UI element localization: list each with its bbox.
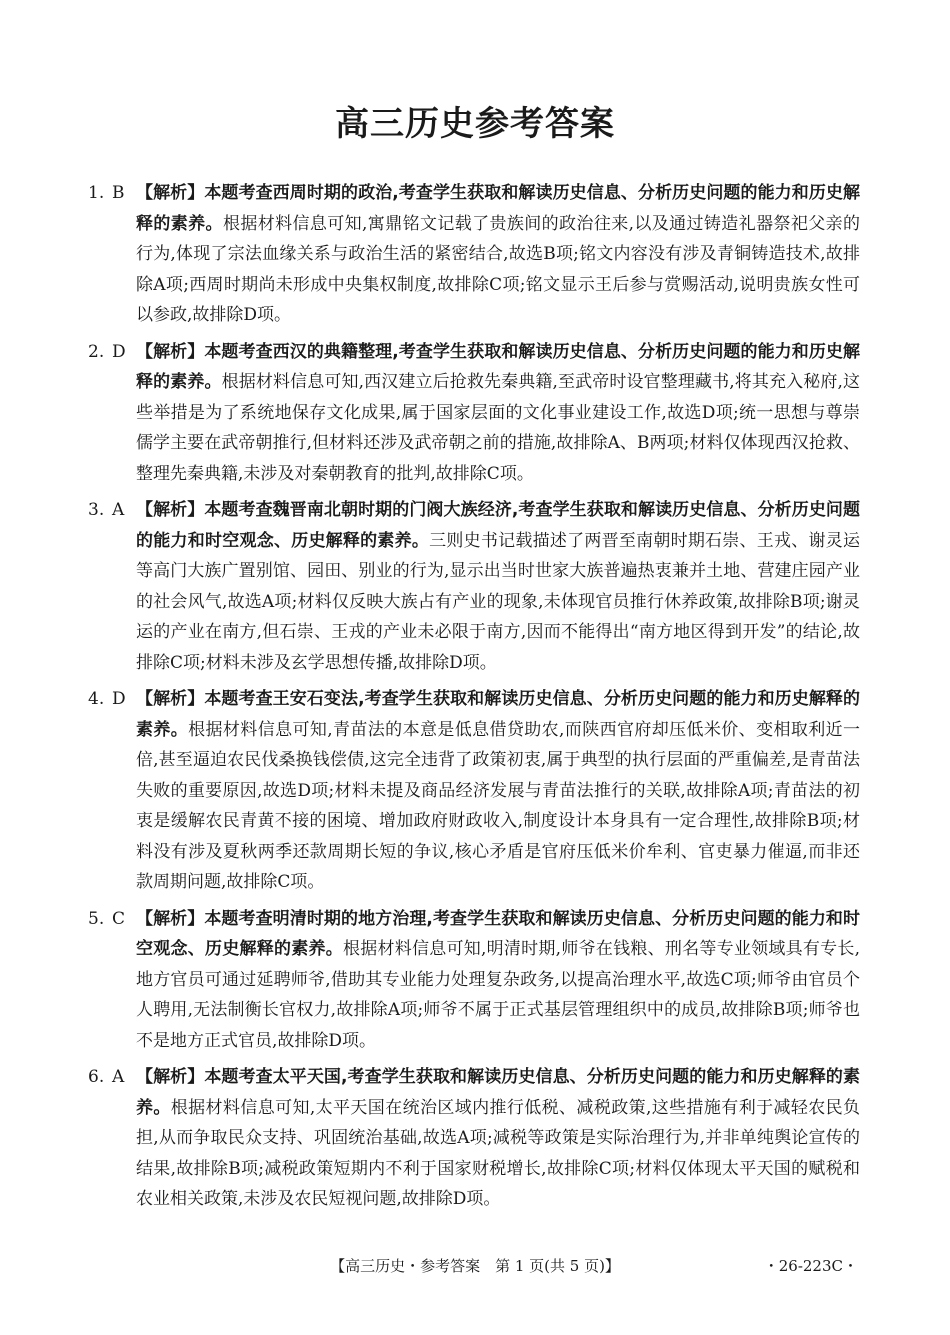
answer-item-1 (88, 178, 860, 331)
page-title: 高三历史参考答案 (335, 104, 615, 144)
question-number: 5. (88, 908, 105, 929)
explanation (136, 1062, 860, 1215)
explanation (136, 337, 860, 490)
explanation-text: 根据材料信息可知,太平天国在统治区域内推行低税、减税政策,这些措施有利于减轻农民负担,从而争取民众支持、巩固统治基础,故选A项;减税等政策是实际治理行为,并非单纯舆论宣传的结果,故排除B项;减税政策短期内不利于国家财税增长,故排除C项;材料仅体现太平天国的赋税和农业相关政策,未涉及农民短视问题,故排除D项。 (136, 1097, 861, 1209)
explanation-text: 三则史书记载描述了两晋至南朝时期石崇、王戎、谢灵运等高门大族广置别馆、园田、别业的行为,显示出当时世家大族普遍热衷兼并土地、营建庄园产业的社会风气,故选A项;材料仅反映大族占有产业的现象,未体现官员推行休养政策,故排除B项;谢灵运的产业在南方,但石崇、王戎的产业未必限于南方,因而不能得出“南方地区得到开发”的结论,故排除C项;材料未涉及玄学思想传播,故排除D项。 (136, 530, 861, 673)
explanation (136, 904, 860, 1057)
answer-letter: A (112, 1067, 125, 1087)
answer-letter: C (112, 908, 126, 929)
analysis-tag: 【解析】 (136, 908, 205, 929)
explanation-lead: 本题考查魏晋南北朝时期的门阀大族经济,考查学生获取和解读历史信息、分析历史问题的能力和时空观念、历史解释的素养。 (136, 500, 860, 551)
question-number: 3. (88, 500, 105, 520)
answer-list (88, 178, 860, 1221)
explanation-text: 根据材料信息可知,青苗法的本意是低息借贷助农,而陕西官府却压低米价、变相取利近一倍,甚至逼迫农民伐桑换钱偿债,这完全违背了政策初衷,属于典型的执行层面的严重偏差,是青苗法失败的重要原因,故选D项;材料未提及商品经济发展与青苗法推行的关联,故排除A项;青苗法的初衷是缓解农民青黄不接的困境、增加政府财政收入,制度设计本身具有一定合理性,故排除B项;材料没有涉及夏秋两季还款周期长短的争议,核心矛盾是官府压低米价牟利、官吏暴力催逼,而非还款周期问题,故排除C项。 (136, 719, 860, 892)
explanation-lead: 本题考查太平天国,考查学生获取和解读历史信息、分析历史问题的能力和历史解释的素养。 (136, 1067, 860, 1118)
answer-letter: D (112, 341, 126, 362)
explanation-lead: 本题考查西汉的典籍整理,考查学生获取和解读历史信息、分析历史问题的能力和历史解释的素养。 (136, 341, 860, 392)
explanation-lead: 本题考查明清时期的地方治理,考查学生获取和解读历史信息、分析历史问题的能力和时空观念、历史解释的素养。 (136, 908, 860, 959)
answer-item-3 (88, 495, 860, 678)
question-number: 2. (88, 341, 105, 362)
question-number: 1. (88, 183, 105, 203)
answer-item-6 (88, 1062, 860, 1215)
explanation-text: 根据材料信息可知,寓鼎铭文记载了贵族间的政治往来,以及通过铸造礼器祭祀父亲的行为,体现了宗法血缘关系与政治生活的紧密结合,故选B项;铭文内容没有涉及青铜铸造技术,故排除A项;西周时期尚未形成中央集权制度,故排除C项;铭文显示王后参与赏赐活动,说明贵族女性可以参政,故排除D项。 (136, 213, 861, 325)
explanation (136, 495, 860, 678)
analysis-tag: 【解析】 (136, 1067, 205, 1087)
explanation-lead: 本题考查王安石变法,考查学生获取和解读历史信息、分析历史问题的能力和历史解释的素养。 (136, 689, 860, 740)
analysis-tag: 【解析】 (136, 500, 205, 520)
answer-item-4 (88, 684, 860, 898)
explanation-text: 根据材料信息可知,西汉建立后抢救先秦典籍,至武帝时设官整理藏书,将其充入秘府,这些举措是为了系统地保存文化成果,属于国家层面的文化事业建设工作,故选D项;统一思想与尊崇儒学主要在武帝朝推行,但材料还涉及武帝朝之前的措施,故排除A、B两项;材料仅体现西汉抢救、整理先秦典籍,未涉及对秦朝教育的批判,故排除C项。 (136, 372, 861, 484)
answer-letter: B (112, 183, 125, 203)
answer-letter: A (112, 500, 125, 520)
question-number: 6. (88, 1067, 105, 1087)
question-number: 4. (88, 689, 105, 709)
analysis-tag: 【解析】 (136, 341, 205, 362)
explanation (136, 684, 860, 898)
explanation-lead: 本题考查西周时期的政治,考查学生获取和解读历史信息、分析历史问题的能力和历史解释的素养。 (136, 183, 860, 234)
analysis-tag: 【解析】 (136, 689, 205, 709)
explanation-text: 根据材料信息可知,明清时期,师爷在钱粮、刑名等专业领域具有专长,地方官员可通过延聘师爷,借助其专业能力处理复杂政务,以提高治理水平,故选C项;师爷由官员个人聘用,无法制衡长官权力,故排除A项;师爷不属于正式基层管理组织中的成员,故排除B项;师爷也不是地方正式官员,故排除D项。 (136, 939, 860, 1051)
footer-page-info: 【高三历史・参考答案 第 1 页(共 5 页)】 (330, 1257, 620, 1275)
answer-letter: D (112, 689, 126, 709)
answer-item-2 (88, 337, 860, 490)
answer-item-5 (88, 904, 860, 1057)
explanation (136, 178, 860, 331)
analysis-tag: 【解析】 (136, 183, 205, 203)
footer-code: ・26-223C・ (763, 1257, 858, 1275)
